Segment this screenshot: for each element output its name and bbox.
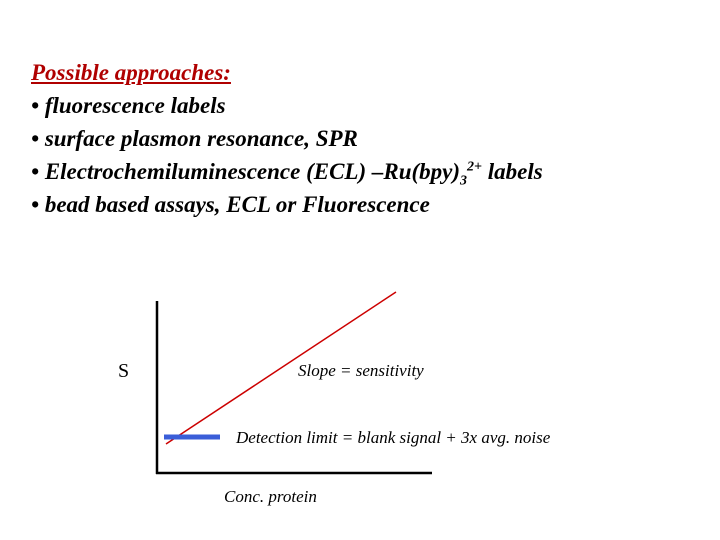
- bullet-text: bead based assays, ECL or Fluorescence: [44, 192, 430, 217]
- bullet-marker: •: [31, 159, 40, 184]
- bullet-subscript: 3: [460, 173, 468, 189]
- bullet-text: fluorescence labels: [44, 93, 226, 118]
- y-axis-label: S: [118, 360, 130, 382]
- bullet-marker: •: [31, 126, 40, 151]
- bullet-marker: •: [31, 93, 40, 118]
- bullet-text: surface plasmon resonance, SPR: [44, 126, 358, 151]
- bullet-text-suffix: labels: [482, 159, 543, 184]
- x-axis-label: Conc. protein: [224, 487, 317, 506]
- bullet-text: Electrochemiluminescence (ECL) –Ru(bpy): [44, 159, 461, 184]
- bullet-superscript: 2+: [467, 159, 483, 175]
- detection-limit-label: Detection limit = blank signal + 3x avg. noise: [236, 428, 551, 447]
- bullet-marker: •: [31, 192, 40, 217]
- heading-text: Possible approaches:: [31, 60, 231, 85]
- slope-label: Slope = sensitivity: [298, 361, 424, 380]
